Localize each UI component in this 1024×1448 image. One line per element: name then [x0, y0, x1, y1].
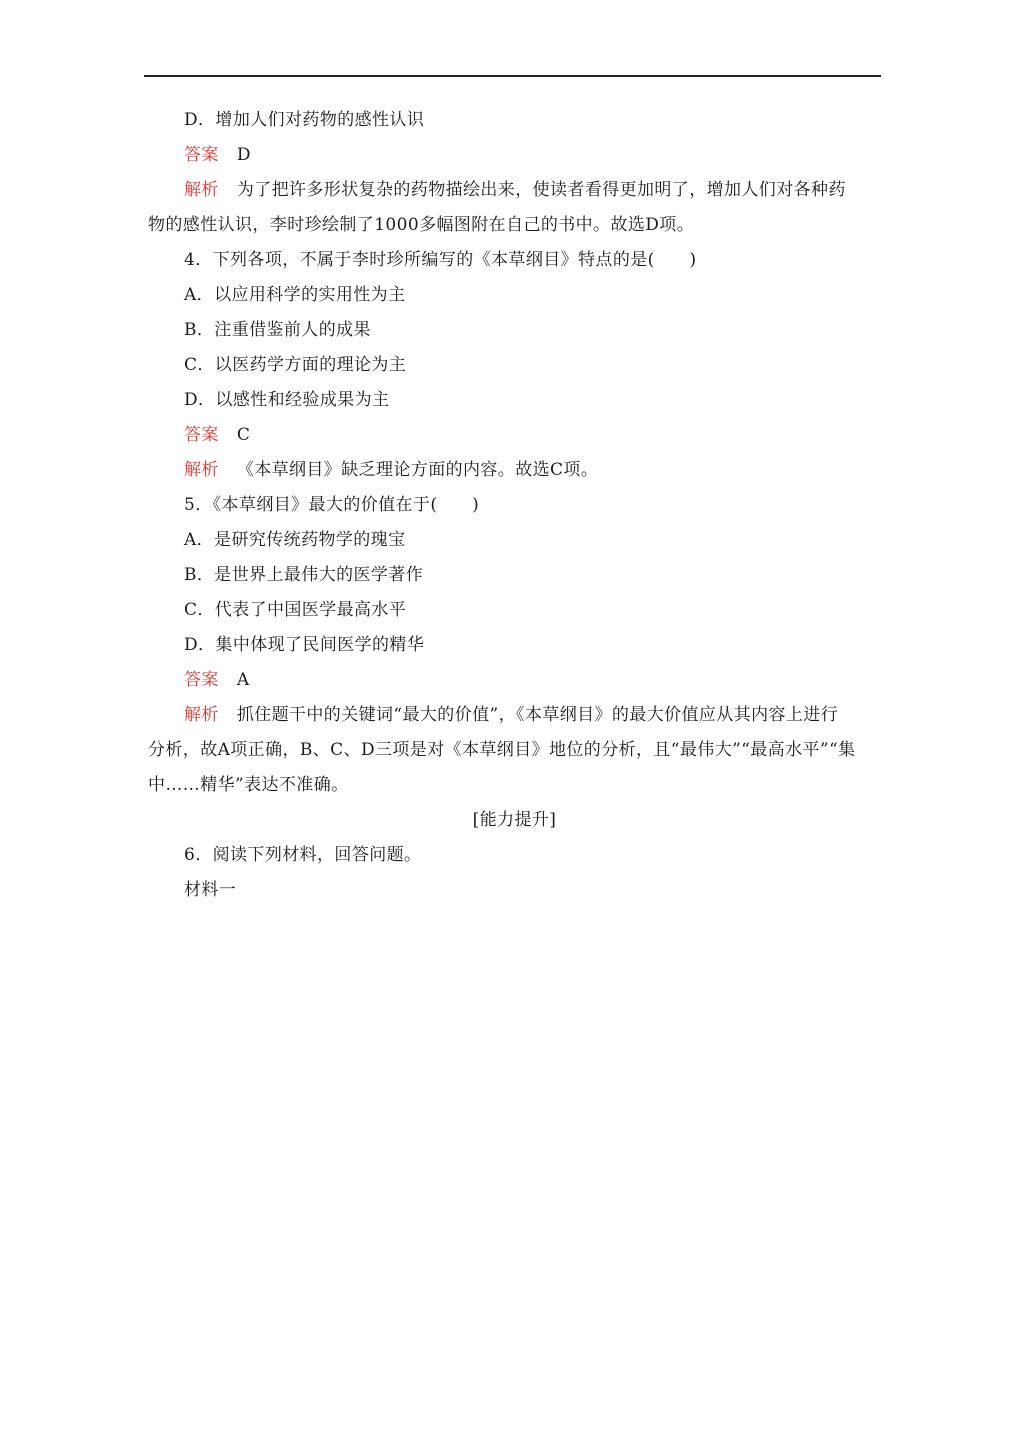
- q4-analysis: [148, 453, 881, 488]
- q4-answer: [148, 418, 881, 453]
- q5-option-d: D．集中体现了民间医学的精华: [184, 635, 425, 655]
- analysis-label: 解析: [184, 460, 219, 480]
- section-title: [能力提升]: [472, 810, 557, 830]
- answer-value: A: [236, 670, 250, 690]
- q4-option-b: B．注重借鉴前人的成果: [184, 320, 371, 340]
- q5-analysis-line3: 中……精华”表达不准确。: [148, 775, 349, 795]
- q3-answer: [148, 138, 881, 173]
- analysis-label: 解析: [184, 180, 219, 200]
- q3-option-d: D．增加人们对药物的感性认识: [184, 110, 425, 130]
- analysis-text: 抓住题干中的关键词“最大的价值”，《本草纲目》的最大价值应从其内容上进行: [236, 705, 839, 725]
- q4-question: 4．下列各项，不属于李时珍所编写的《本草纲目》特点的是( ): [184, 250, 697, 270]
- q3-analysis-line1: [148, 173, 881, 208]
- answer-value: D: [236, 145, 251, 165]
- q4-option-d: D．以感性和经验成果为主: [184, 390, 390, 410]
- q4-option-c: C．以医药学方面的理论为主: [184, 355, 407, 375]
- q3-analysis-line2: 物的感性认识，李时珍绘制了1000多幅图附在自己的书中。故选D项。: [148, 215, 695, 235]
- q6-material-label: 材料一: [184, 880, 237, 900]
- answer-label: 答案: [184, 425, 219, 445]
- q4-option-a: A．以应用科学的实用性为主: [184, 285, 406, 305]
- analysis-text: 为了把许多形状复杂的药物描绘出来，使读者看得更加明了，增加人们对各种药: [236, 180, 846, 200]
- document-content: [148, 103, 881, 908]
- q5-option-c: C．代表了中国医学最高水平: [184, 600, 407, 620]
- header-rule: [144, 75, 881, 77]
- answer-label: 答案: [184, 145, 219, 165]
- q5-analysis-line1: [148, 698, 881, 733]
- q5-analysis-line2: 分析，故A项正确，B、C、D三项是对《本草纲目》地位的分析，且“最伟大”“最高水平”“集: [148, 740, 856, 760]
- q5-option-b: B．是世界上最伟大的医学著作: [184, 565, 424, 585]
- q5-answer: [148, 663, 881, 698]
- q5-option-a: A．是研究传统药物学的瑰宝: [184, 530, 406, 550]
- analysis-label: 解析: [184, 705, 219, 725]
- analysis-text: 《本草纲目》缺乏理论方面的内容。故选C项。: [236, 460, 599, 480]
- q6-question: 6．阅读下列材料，回答问题。: [184, 845, 422, 865]
- q5-question: 5．《本草纲目》最大的价值在于( ): [184, 495, 480, 515]
- answer-label: 答案: [184, 670, 219, 690]
- answer-value: C: [236, 425, 251, 445]
